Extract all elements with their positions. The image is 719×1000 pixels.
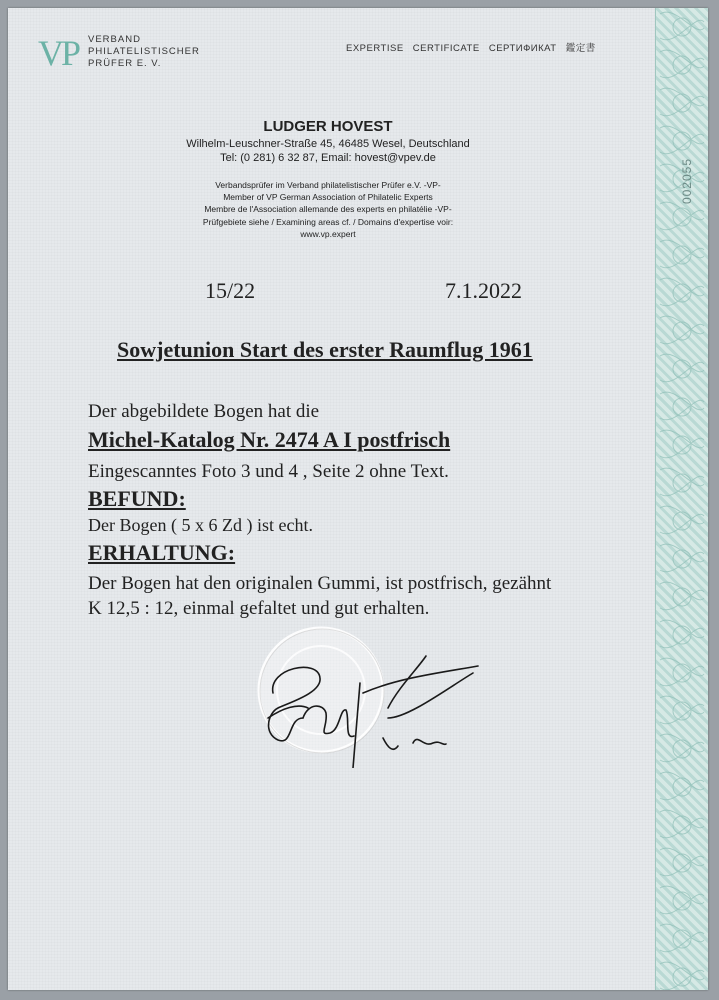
befund-heading: BEFUND: <box>88 486 186 511</box>
certificate-number: 15/22 <box>205 278 256 303</box>
befund-text: Der Bogen ( 5 x 6 Zd ) ist echt. <box>88 515 313 535</box>
signature <box>248 648 488 768</box>
expert-name: LUDGER HOVEST <box>263 118 393 135</box>
membership-info: Verbandsprüfer im Verband philatelistischer Prüfer e.V. -VP- Member of VP German Association of Philatelic Experts Membre de l'Association allemande des experts en philatélie -VP- Prüfgebiete siehe / Examining areas cf. / Domains d'expertise voir: www.vp.expert <box>202 180 454 239</box>
border-pattern <box>656 8 708 990</box>
security-border <box>655 8 708 990</box>
subject-title: Sowjetunion Start des erster Raumflug 1961 <box>117 337 533 362</box>
erhaltung-text: K 12,5 : 12, einmal gefaltet und gut erhalten. <box>88 598 430 619</box>
vp-logo: VP <box>38 33 79 73</box>
certificate-date: 7.1.2022 <box>445 278 522 303</box>
catalog-number: Michel-Katalog Nr. 2474 A I postfrisch <box>88 427 451 452</box>
serial-number: 002055 <box>680 158 694 205</box>
certificate-title: EXPERTISE CERTIFICATE СЕРТИФИКАТ 鑑定書 <box>346 43 596 54</box>
body-line: Der abgebildete Bogen hat die <box>88 401 320 422</box>
certificate-page <box>8 8 708 990</box>
erhaltung-heading: ERHALTUNG: <box>88 540 236 565</box>
body-line: Eingescanntes Foto 3 und 4 , Seite 2 ohne Text. <box>88 461 449 482</box>
expert-contact: Wilhelm-Leuschner-Straße 45, 46485 Wesel, Deutschland Tel: (0 281) 6 32 87, Email: hovest@vpev.de <box>186 138 470 164</box>
org-name: VERBAND PHILATELISTISCHER PRÜFER E. V. <box>88 34 200 69</box>
erhaltung-text: Der Bogen hat den originalen Gummi, ist postfrisch, gezähnt <box>88 573 552 594</box>
